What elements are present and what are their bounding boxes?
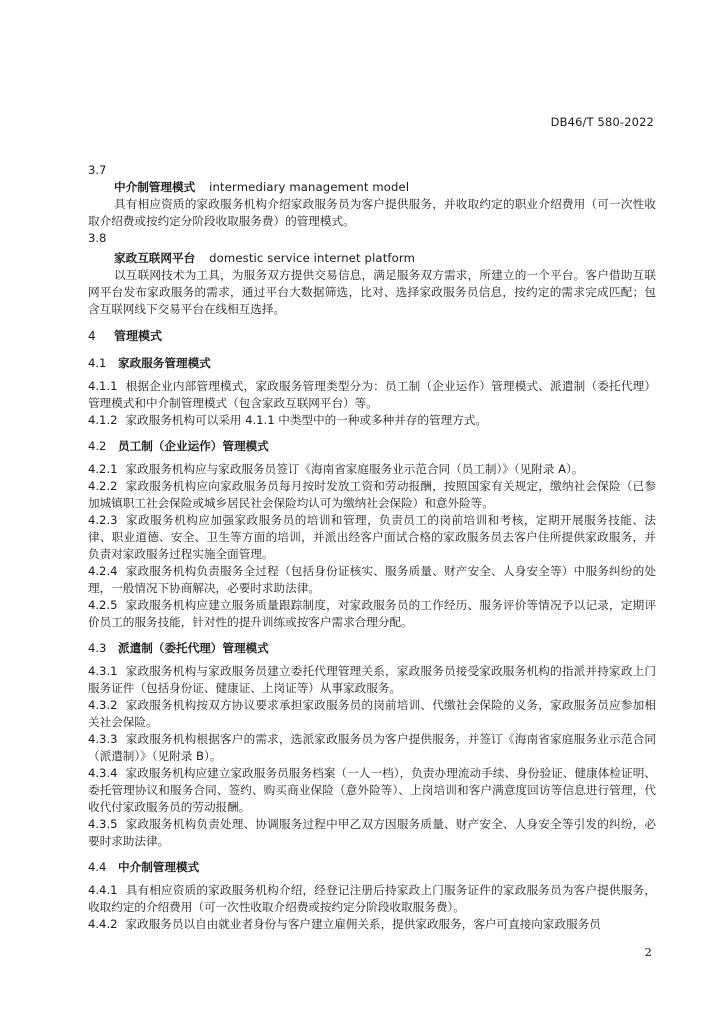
clause-text: 家政服务机构应向家政服务员每月按时发放工资和劳动报酬，按照国家有关规定，缴纳社会保险（已参加城镇职工社会保险或城乡居民社会保险均认可为缴纳社会保险）和意外险等。 [88,479,656,510]
clause [88,512,656,563]
subsection-4-2 [88,438,656,631]
clause-text: 家政服务机构负责处理、协调服务过程中甲乙双方因服务质量、财产安全、人身安全等引发的纠纷，必要时求助法律。 [88,817,656,848]
clause-text: 家政服务机构可以采用 4.1.1 中类型中的一种或多种并存的管理方式。 [125,413,487,427]
clause [88,663,656,697]
subsection-heading [88,640,656,657]
clause [88,563,656,597]
section-title: 管理模式 [114,329,163,343]
clause-number: 4.2.5 [88,598,118,612]
term-chinese-name: 家政互联网平台 [114,251,196,265]
clause [88,378,656,412]
subsection-heading [88,438,656,455]
subsection-number: 4.3 [88,641,107,655]
clause-text: 家政服务机构按双方协议要求承担家政服务员的岗前培训、代缴社会保险的义务，家政服务员应参加相关社会保险。 [88,698,656,729]
clause-number: 4.3.3 [88,732,118,746]
subsection-title: 派遣制（委托代理）管理模式 [118,641,269,655]
subsection-number: 4.1 [88,356,107,370]
section-heading-4 [88,328,656,345]
standard-code: DB46/T 580-2022 [550,115,654,129]
term-english-name: intermediary management model [209,180,410,194]
clause [88,916,656,933]
clause-number: 4.3.4 [88,766,118,780]
clause-text: 家政服务机构应建立服务质量跟踪制度，对家政服务员的工作经历、服务评价等情况予以记录，定期评价员工的服务技能，针对性的提升训练或按客户需求合理分配。 [88,598,656,629]
document-body [88,162,656,933]
term-number: 3.8 [88,231,107,245]
term-heading [114,250,656,267]
clause-text: 家政服务机构应加强家政服务员的培训和管理，负责员工的岗前培训和考核，定期开展服务技能、法律、职业道德、安全、卫生等方面的培训，并派出经客户面试合格的家政服务员去客户住所提供家政服务，并负责对家政服务过程实施全面管理。 [88,513,656,561]
clause-text: 家政服务机构负责服务全过程（包括身份证核实、服务质量、财产安全、人身安全等）中服务纠纷的处理，一般情况下协商解决，必要时求助法律。 [88,564,656,595]
clause-number: 4.3.1 [88,664,118,678]
subsection-title: 员工制（企业运作）管理模式 [118,439,269,453]
term-definition: 以互联网技术为工具，为服务双方提供交易信息，满足服务双方需求，所建立的一个平台。客户借助互联网平台发布家政服务的需求，通过平台大数据筛选，比对、选择家政服务员信息，按约定的需求完成匹配；包含互联网线下交易平台在线相互选择。 [88,268,656,316]
term-3-7 [88,162,656,230]
clause [88,882,656,916]
subsection-heading [88,859,656,876]
clause [88,816,656,850]
term-chinese-name: 中介制管理模式 [114,180,196,194]
term-3-8 [88,230,656,318]
subsection-4-1 [88,355,656,429]
clause-text: 具有相应资质的家政服务机构介绍，经登记注册后持家政上门服务证件的家政服务员为客户提供服务，收取约定的介绍费用（可一次性收取介绍费或按约定分阶段收取服务费）。 [88,883,656,914]
subsection-heading [88,355,656,372]
subsection-number: 4.4 [88,860,107,874]
term-number: 3.7 [88,163,107,177]
clause [88,461,656,478]
clause-text: 家政服务机构根据客户的需求，选派家政服务员为客户提供服务，并签订《海南省家庭服务业示范合同（派遣制）》（见附录 B）。 [88,732,656,763]
clause-number: 4.1.2 [88,413,118,427]
clause-number: 4.2.2 [88,479,118,493]
subsection-4-3 [88,640,656,850]
clause-text: 家政服务机构应与家政服务员签订《海南省家庭服务业示范合同（员工制）》（见附录 A）。 [125,462,584,476]
clause-number: 4.3.2 [88,698,118,712]
clause-number: 4.2.3 [88,513,118,527]
term-definition: 具有相应资质的家政服务机构介绍家政服务员为客户提供服务，并收取约定的职业介绍费用（可一次性收取介绍费或按约定分阶段收取服务费）的管理模式。 [88,197,656,228]
clause [88,478,656,512]
clause [88,765,656,816]
clause-number: 4.2.1 [88,462,118,476]
clause-number: 4.4.1 [88,883,118,897]
clause-number: 4.1.1 [88,379,118,393]
subsection-number: 4.2 [88,439,107,453]
clause-text: 家政服务机构与家政服务员建立委托代理管理关系，家政服务员接受家政服务机构的指派并持家政上门服务证件（包括身份证、健康证、上岗证等）从事家政服务。 [88,664,656,695]
subsection-4-4 [88,859,656,933]
section-number: 4 [88,329,96,343]
clause-number: 4.2.4 [88,564,118,578]
clause [88,697,656,731]
clause [88,412,656,429]
clause-number: 4.4.2 [88,917,118,931]
clause-number: 4.3.5 [88,817,118,831]
clause-text: 家政服务员以自由就业者身份与客户建立雇佣关系，提供家政服务，客户可直接向家政服务员 [125,917,601,931]
subsection-title: 家政服务管理模式 [118,356,211,370]
term-english-name: domestic service internet platform [209,251,416,265]
page-number: 2 [644,945,652,959]
clause [88,597,656,631]
clause-text: 家政服务机构应建立家政服务员服务档案（一人一档），负责办理流动手续、身份验证、健康体检证明、委托管理协议和服务合同、签约、购买商业保险（意外险等）、上岗培训和客户满意度回访等信息进行管理，代收代付家政服务员的劳动报酬。 [88,766,656,814]
clause [88,731,656,765]
term-heading [114,179,656,196]
subsection-title: 中介制管理模式 [118,860,200,874]
clause-text: 根据企业内部管理模式，家政服务管理类型分为：员工制（企业运作）管理模式、派遣制（委托代理）管理模式和中介制管理模式（包含家政互联网平台）等。 [88,379,656,410]
